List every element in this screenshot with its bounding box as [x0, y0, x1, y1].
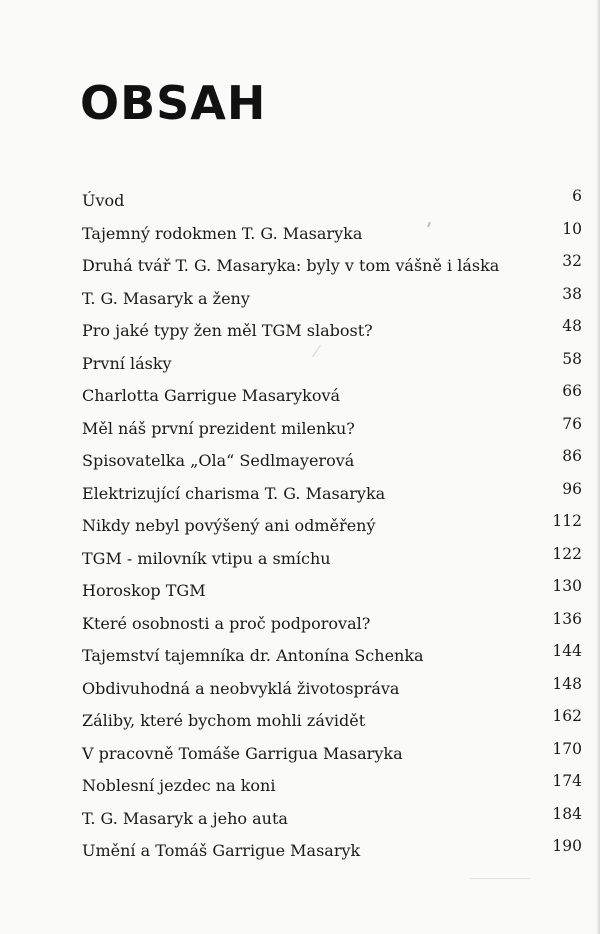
toc-entry — [82, 251, 582, 284]
toc-entry-page: 130 — [552, 577, 582, 595]
toc-entry — [82, 706, 582, 739]
toc-entry-page: 76 — [562, 414, 582, 433]
page-title: OBSAH — [80, 76, 267, 130]
toc-entry-page: 148 — [552, 674, 582, 693]
toc-entry-page: 190 — [552, 837, 582, 855]
toc-entry-page: 58 — [562, 349, 582, 368]
toc-entry-page: 86 — [562, 447, 582, 465]
toc-entry-page: 10 — [562, 219, 582, 238]
toc-entry — [82, 284, 582, 317]
scan-speck — [470, 878, 530, 879]
toc-entry — [82, 804, 582, 837]
toc-entry-title: T. G. Masaryk a jeho auta — [82, 808, 288, 828]
toc-entry — [82, 381, 582, 414]
toc-entry-title: Charlotta Garrigue Masaryková — [82, 386, 341, 405]
toc-entry-page: 96 — [562, 479, 582, 498]
toc-entry — [82, 609, 582, 642]
toc-entry — [82, 771, 582, 804]
toc-entry — [82, 219, 582, 252]
toc-entry — [82, 316, 582, 349]
toc-entry-title: První lásky — [82, 353, 172, 373]
toc-entry-page: 144 — [552, 642, 582, 660]
toc-entry-page: 38 — [562, 284, 582, 303]
toc-entry-page: 32 — [562, 252, 582, 270]
toc-entry-title: TGM - milovník vtipu a smíchu — [82, 548, 331, 568]
toc-entry — [82, 674, 582, 707]
toc-entry-page: 174 — [552, 772, 582, 790]
toc-entry-title: Horoskop TGM — [82, 581, 206, 600]
toc-entry-title: Elektrizující charisma T. G. Masaryka — [82, 483, 386, 503]
toc-entry-title: Úvod — [82, 191, 125, 210]
toc-entry-title: Umění a Tomáš Garrigue Masaryk — [82, 841, 361, 860]
toc-entry-title: Obdivuhodná a neobvyklá životospráva — [82, 678, 400, 698]
toc-entry-title: Druhá tvář T. G. Masaryka: byly v tom vášně i láska — [82, 256, 500, 275]
table-of-contents — [82, 186, 582, 869]
toc-entry — [82, 739, 582, 772]
toc-entry — [82, 414, 582, 447]
toc-entry-title: Spisovatelka „Ola“ Sedlmayerová — [82, 451, 355, 470]
toc-entry-title: Záliby, které bychom mohli závidět — [82, 711, 366, 730]
toc-entry-title: Noblesní jezdec na koni — [82, 776, 276, 795]
toc-entry-page: 184 — [552, 804, 582, 823]
toc-entry — [82, 836, 582, 869]
toc-entry-page: 66 — [562, 382, 582, 400]
toc-entry — [82, 576, 582, 609]
toc-entry-page: 162 — [552, 707, 582, 725]
toc-entry-title: Měl náš první prezident milenku? — [82, 418, 355, 438]
toc-entry-title: Tajemný rodokmen T. G. Masaryka — [82, 223, 363, 243]
toc-entry-title: Pro jaké typy žen měl TGM slabost? — [82, 321, 373, 340]
toc-entry — [82, 349, 582, 382]
toc-entry — [82, 479, 582, 512]
toc-entry-title: Tajemství tajemníka dr. Antonína Schenka — [82, 646, 424, 665]
toc-entry — [82, 544, 582, 577]
toc-entry-title: Nikdy nebyl povýšený ani odměřený — [82, 516, 376, 535]
toc-entry-page: 122 — [552, 544, 582, 563]
toc-entry-title: V pracovně Tomáše Garrigua Masaryka — [82, 743, 403, 763]
toc-entry — [82, 641, 582, 674]
toc-entry-page: 170 — [552, 739, 582, 758]
toc-entry — [82, 186, 582, 219]
toc-entry-page: 48 — [562, 317, 582, 335]
toc-entry — [82, 511, 582, 544]
toc-entry-page: 112 — [552, 512, 582, 530]
toc-entry-page: 136 — [552, 609, 582, 628]
toc-entry-title: Které osobnosti a proč podporoval? — [82, 613, 371, 633]
toc-entry-page: 6 — [572, 187, 582, 205]
toc-entry — [82, 446, 582, 479]
toc-entry-title: T. G. Masaryk a ženy — [82, 288, 250, 308]
page-edge-shadow — [596, 0, 600, 934]
